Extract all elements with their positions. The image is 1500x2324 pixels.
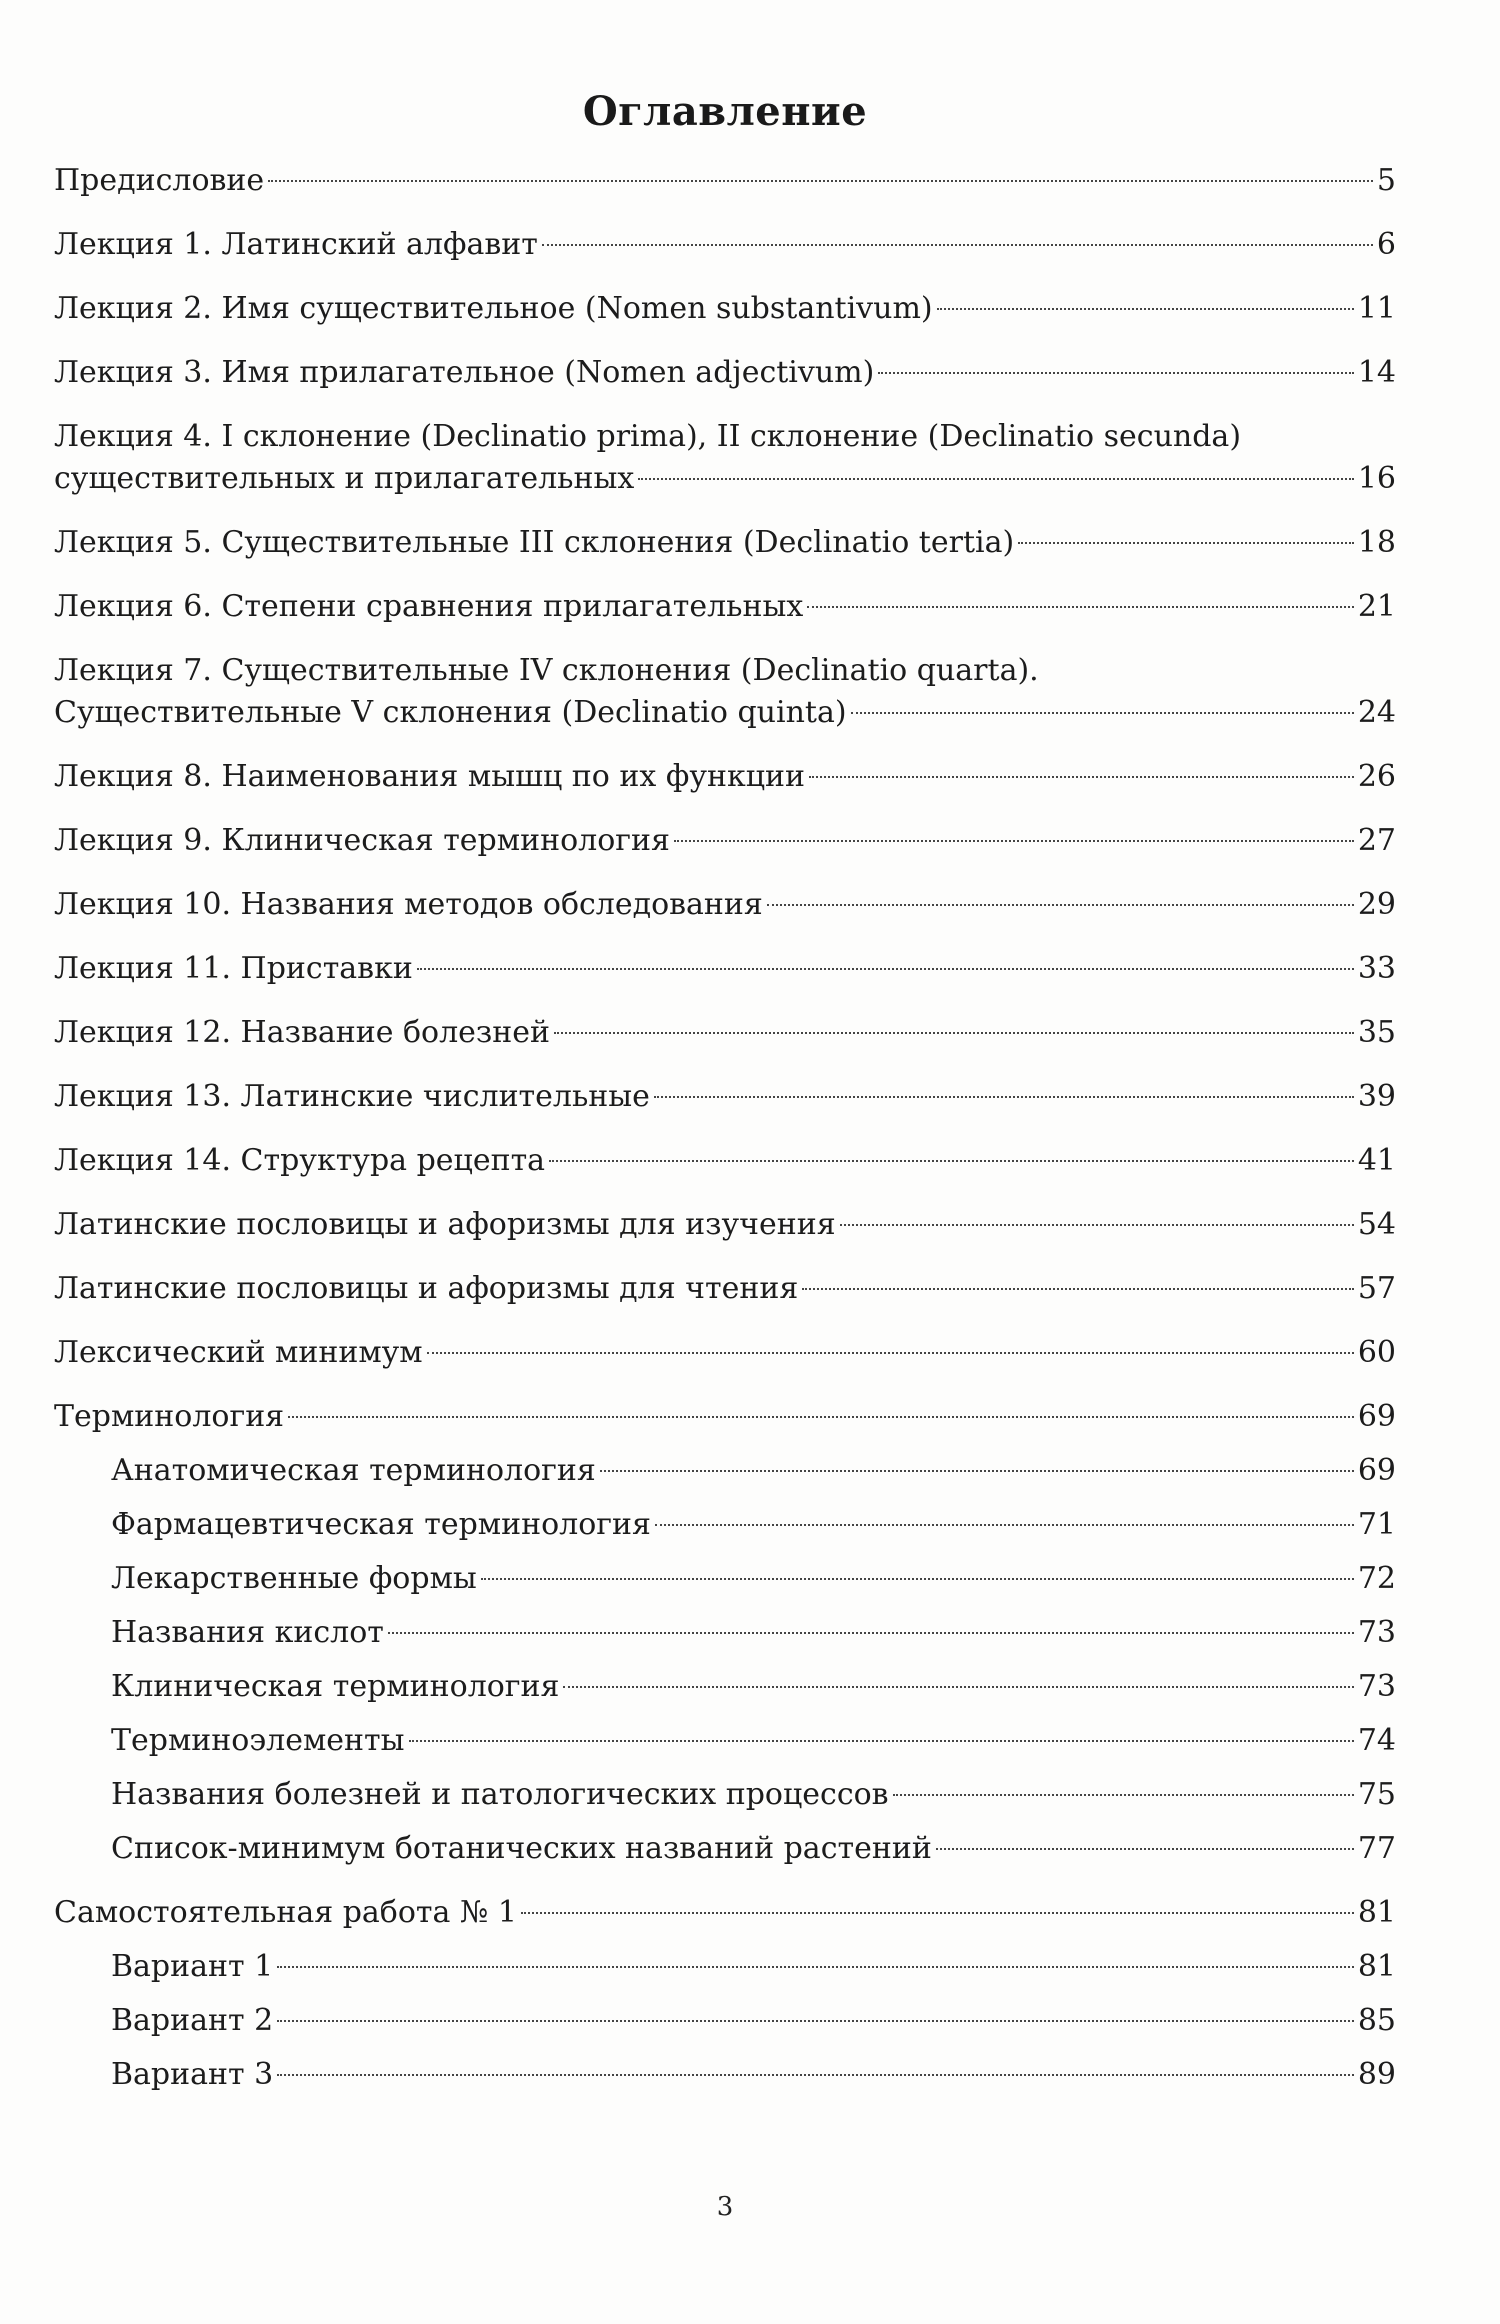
toc-entry-title: Существительные V склонения (Declinatio quinta) [54,695,847,730]
toc-entry-page: 81 [1357,1949,1396,1984]
dot-leader [674,840,1354,842]
toc-entry-line [54,1892,1396,1934]
toc-entry-title: Лекарственные формы [111,1561,477,1596]
toc-entry-line [54,288,1396,330]
toc-entry-line [111,2054,1396,2096]
dot-leader [427,1352,1354,1354]
toc-entry-line [111,1450,1396,1492]
toc-entry [54,1720,1396,1762]
page-title: Оглавление [582,88,868,135]
toc-entry [54,1332,1396,1374]
toc-entry-title: Лекция 11. Приставки [54,951,413,986]
toc-entry-line [54,1140,1396,1182]
toc-entry-line [111,1774,1396,1816]
toc-entry-title: Вариант 3 [111,2057,274,2092]
toc-entry-page: 69 [1357,1453,1396,1488]
toc-entry-title: Лекция 14. Структура рецепта [54,1143,546,1178]
toc-entry-page: 41 [1357,1143,1396,1178]
toc-entry-page: 6 [1376,227,1396,262]
dot-leader [654,1096,1354,1098]
dot-leader [600,1470,1354,1472]
toc-entry-title: Названия болезней и патологических процессов [111,1777,889,1812]
toc-entry [54,1076,1396,1118]
toc-entry-page: 18 [1357,525,1396,560]
toc-entry-page: 57 [1357,1271,1396,1306]
toc-entry-page: 85 [1357,2003,1396,2038]
toc-entry-page: 73 [1357,1615,1396,1650]
toc-entry [54,756,1396,798]
toc-entry-page: 16 [1357,461,1396,496]
toc-entry [54,1892,1396,1934]
dot-leader [268,180,1373,182]
toc-entry-title: Лекция 6. Степени сравнения прилагательных [54,589,804,624]
toc-entry-page: 29 [1357,887,1396,922]
toc-entry-title: Вариант 1 [111,1949,274,1984]
toc-entry-title: Латинские пословицы и афоризмы для изучения [54,1207,836,1242]
toc-entry [54,586,1396,628]
toc-entry-title: Терминология [54,1399,285,1434]
toc-entry-line [111,2000,1396,2042]
toc-entry-line [54,586,1396,628]
toc-entry-page: 35 [1357,1015,1396,1050]
toc-entry-title: Предисловие [54,163,265,198]
toc-entry-line [54,1396,1396,1438]
toc-entry-title-line: Лекция 4. I склонение (Declinatio prima), II склонение (Declinatio secunda) [54,419,1242,454]
toc-entry-line [54,224,1396,266]
toc-entry-title: Лекция 8. Наименования мышц по их функции [54,759,805,794]
toc-entry-title: Терминоэлементы [111,1723,405,1758]
toc-entry-line [111,1666,1396,1708]
toc-entry [54,1396,1396,1438]
toc-entry-title: Лексический минимум [54,1335,423,1370]
toc-entry-title: Лекция 12. Название болезней [54,1015,551,1050]
dot-leader [851,712,1354,714]
toc-entry-title: Список-минимум ботанических названий растений [111,1831,932,1866]
dot-leader [878,372,1353,374]
dot-leader [409,1740,1354,1742]
toc-entry-title: Самостоятельная работа № 1 [54,1895,517,1930]
toc-entry-page: 71 [1357,1507,1396,1542]
toc-entry [54,522,1396,564]
toc-entry-page: 73 [1357,1669,1396,1704]
dot-leader [807,606,1354,608]
toc-entry-title: Лекция 10. Названия методов обследования [54,887,763,922]
toc-entry-title: Лекция 5. Существительные III склонения (Declinatio tertia) [54,525,1015,560]
toc-entry [54,1012,1396,1054]
toc-entry-page: 11 [1357,291,1396,326]
toc-entry-page: 26 [1357,759,1396,794]
dot-leader [809,776,1354,778]
dot-leader [549,1160,1354,1162]
toc-entry-page: 5 [1376,163,1396,198]
dot-leader [802,1288,1354,1290]
toc-entry [54,948,1396,990]
dot-leader [1018,542,1354,544]
toc-entry-title: Латинские пословицы и афоризмы для чтения [54,1271,799,1306]
toc-entry [54,1612,1396,1654]
toc-entry [54,1946,1396,1988]
toc-entry-title: Фармацевтическая терминология [111,1507,651,1542]
toc-entry [54,820,1396,862]
toc-entry [54,1828,1396,1870]
toc-entry [54,1558,1396,1600]
toc-entry-line [54,884,1396,926]
toc-entry-title: Названия кислот [111,1615,384,1650]
dot-leader [277,1966,1354,1968]
toc-entry [54,160,1396,202]
toc-entry-title: Лекция 3. Имя прилагательное (Nomen adjectivum) [54,355,875,390]
toc-entry-title: Лекция 9. Клиническая терминология [54,823,670,858]
toc-entry-page: 81 [1357,1895,1396,1930]
toc-entry-page: 14 [1357,355,1396,390]
toc-entry [54,1450,1396,1492]
dot-leader [417,968,1354,970]
toc-entry [54,1774,1396,1816]
toc-entry-page: 72 [1357,1561,1396,1596]
toc-entry-page: 33 [1357,951,1396,986]
toc-entry-page: 27 [1357,823,1396,858]
toc-entry [54,2054,1396,2096]
dot-leader [840,1224,1354,1226]
toc-entry [54,416,1396,500]
dot-leader [542,244,1373,246]
toc-entry-line [54,820,1396,862]
dot-leader [388,1632,1354,1634]
toc-entry-page: 39 [1357,1079,1396,1114]
dot-leader [937,308,1354,310]
toc-entry [54,1140,1396,1182]
toc-entry-title: Лекция 2. Имя существительное (Nomen substantivum) [54,291,933,326]
dot-leader [554,1032,1354,1034]
toc-entry-title: Клиническая терминология [111,1669,560,1704]
toc-entry-page: 77 [1357,1831,1396,1866]
table-of-contents [54,160,1396,2096]
dot-leader [277,2020,1354,2022]
toc-entry-line [54,692,1396,734]
toc-entry-page: 89 [1357,2057,1396,2092]
dot-leader [277,2074,1354,2076]
toc-entry [54,1504,1396,1546]
page-number: 3 [716,2192,734,2222]
toc-entry-title-line: Лекция 7. Существительные IV склонения (Declinatio quarta). [54,653,1039,688]
toc-entry [54,650,1396,734]
dot-leader [521,1912,1354,1914]
toc-entry-page: 24 [1357,695,1396,730]
toc-entry [54,1666,1396,1708]
toc-entry-line [54,522,1396,564]
toc-entry-title: существительных и прилагательных [54,461,635,496]
toc-entry-line [54,948,1396,990]
dot-leader [767,904,1354,906]
toc-entry [54,288,1396,330]
toc-entry-page: 60 [1357,1335,1396,1370]
toc-entry-title: Анатомическая терминология [111,1453,596,1488]
toc-entry-line [54,1332,1396,1374]
dot-leader [893,1794,1354,1796]
toc-entry-title: Вариант 2 [111,2003,274,2038]
toc-entry-line [54,352,1396,394]
toc-entry [54,2000,1396,2042]
toc-entry [54,224,1396,266]
toc-entry-line [54,1268,1396,1310]
toc-entry-page: 21 [1357,589,1396,624]
dot-leader [563,1686,1353,1688]
toc-entry-line [111,1504,1396,1546]
toc-entry-line [111,1946,1396,1988]
toc-entry [54,1268,1396,1310]
toc-entry-line [111,1558,1396,1600]
toc-entry-line [54,458,1396,500]
toc-entry [54,1204,1396,1246]
toc-entry-line [54,756,1396,798]
toc-entry-title: Лекция 1. Латинский алфавит [54,227,538,262]
toc-entry-line [111,1612,1396,1654]
toc-entry [54,352,1396,394]
dot-leader [481,1578,1354,1580]
toc-entry-page: 54 [1357,1207,1396,1242]
dot-leader [936,1848,1354,1850]
toc-entry-line [54,160,1396,202]
dot-leader [638,478,1354,480]
toc-entry-line [54,1076,1396,1118]
dot-leader [288,1416,1354,1418]
toc-entry-page: 75 [1357,1777,1396,1812]
toc-entry-line [54,1012,1396,1054]
toc-entry-title: Лекция 13. Латинские числительные [54,1079,650,1114]
toc-entry [54,884,1396,926]
toc-entry-line [111,1720,1396,1762]
toc-entry-line [54,1204,1396,1246]
toc-entry-line [111,1828,1396,1870]
dot-leader [655,1524,1354,1526]
toc-entry-page: 74 [1357,1723,1396,1758]
toc-entry-page: 69 [1357,1399,1396,1434]
